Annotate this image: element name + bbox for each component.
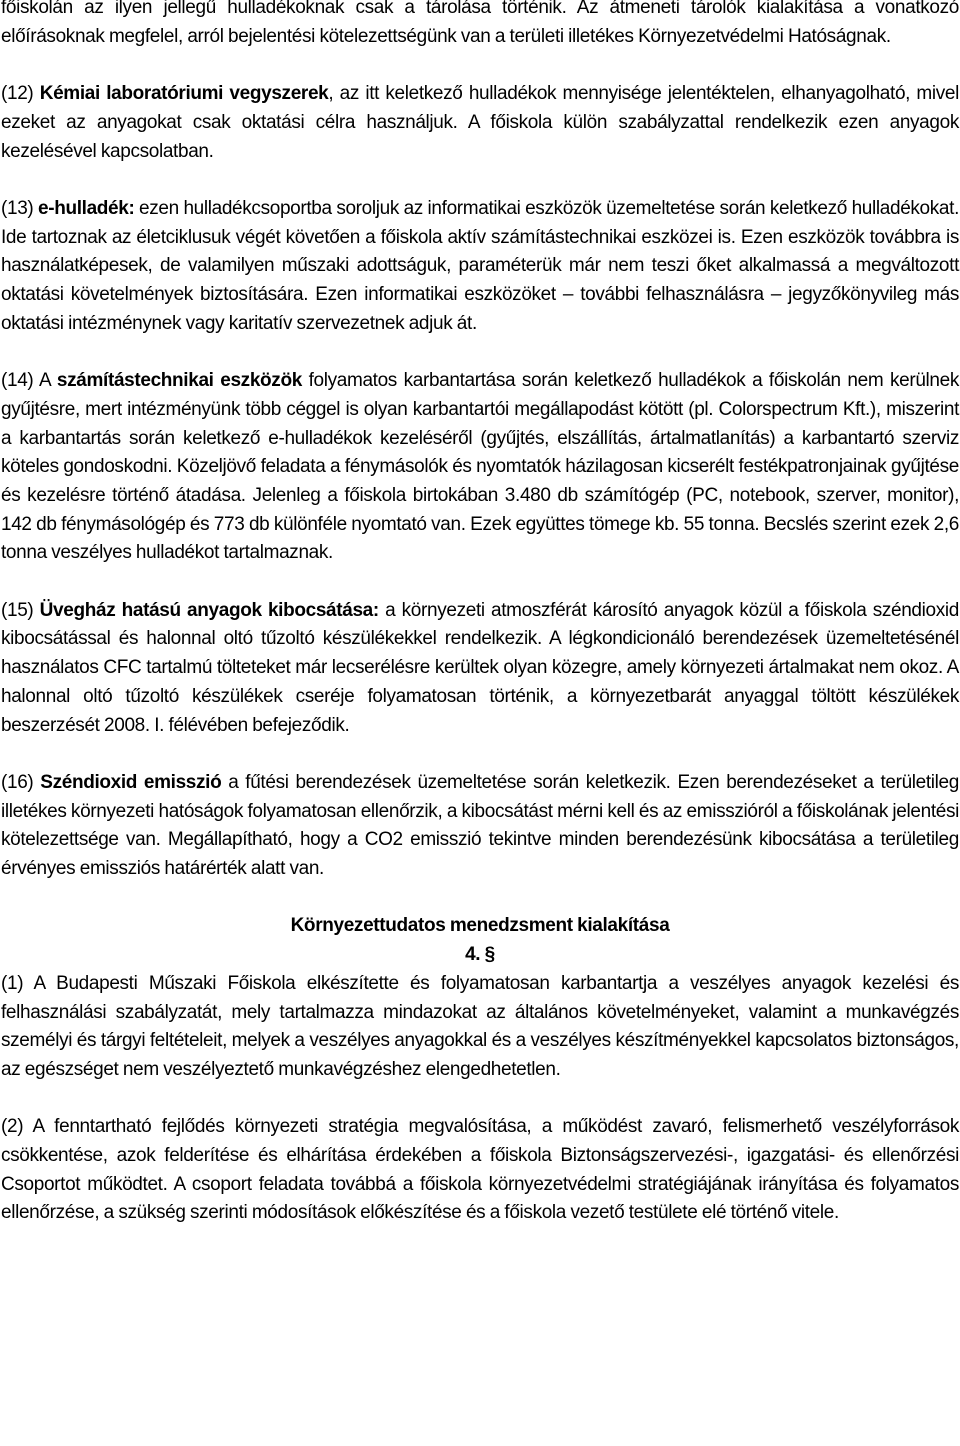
section-4-paragraph-1: (1) A Budapesti Műszaki Főiskola elkészítette és folyamatosan karbantartja a veszélyes anyagok kezelési és felhasználási szabályzatát, mely tartalmazza mindazokat az általános követelményeket, valamint a munkavégzés személyi és tárgyi feltételeit, melyek a veszélyes anyagokkal és a veszélyes készítményekkel kapcsolatos biztonságos, az egészséget nem veszélyeztető munkavégzéshez elengedhetetlen. [1, 972, 959, 1080]
paragraph-gap [1, 568, 959, 597]
paragraph-gap [1, 51, 959, 80]
paragraph-13-term: e-hulladék: [38, 197, 135, 219]
paragraph-16-term: Széndioxid emisszió [40, 771, 222, 793]
paragraph-13-text: ezen hulladékcsoportba soroljuk az informatikai eszközök üzemeltetése során keletkező hulladékokat. Ide tartoznak az életciklusuk végét követően a főiskola aktív számítástechnikai eszközei is. Ezen eszközök továbbra is használatképesek, de valamilyen műszaki adottságuk, paraméterük már nem teszi őket alkalmassá a megváltozott oktatási követelmények biztosítására. Ezen informatikai eszközöket – további felhasználásra – jegyzőkönyvileg más oktatási intézménynek vagy karitatív szervezetnek adjuk át. [1, 197, 960, 334]
section-4-paragraph-2: (2) A fenntartható fejlődés környezeti stratégia megvalósítása, a működést zavaró, felismerhető veszélyforrások csökkentése, azok felderítése és elhárítása érdekében a főiskola Biztonságszervezési-, igazgatási- és ellenőrzési Csoportot működtet. A csoport feladata továbbá a főiskola környezetvédelmi stratégiájának irányítása és folyamatos ellenőrzése, a szükség szerinti módosítások előkészítése és a főiskola vezető testülete elé történő vitele. [1, 1116, 959, 1224]
paragraph-14-number: (14) A [1, 370, 57, 392]
paragraph-12-number: (12) [1, 83, 40, 105]
section-heading: Környezettudatos menedzsment kialakítása [290, 915, 670, 937]
paragraph-15 [1, 597, 959, 741]
paragraph-gap [1, 338, 959, 367]
section-number: 4. § [465, 944, 495, 966]
paragraph-16-text: a fűtési berendezések üzemeltetése során keletkezik. Ezen berendezéseket a területileg illetékes környezeti hatóságok folyamatosan ellenőrzik, a kibocsátást mérni kell és az emisszióról a főiskolának jelentési kötelezettsége van. Megállapítható, hogy a CO2 emisszió tekintve minden berendezésünk kibocsátása a területileg érvényes emissziós határérték alatt van. [1, 771, 959, 880]
paragraph-13-number: (13) [1, 197, 38, 219]
paragraph-gap [1, 166, 959, 195]
paragraph-14-text: folyamatos karbantartása során keletkező hulladékok a főiskolán nem kerülnek gyűjtésre, mert intézményünk több céggel is olyan karbantartói megállapodást kötött (pl. Colorspectrum Kft.), miszerint a karbantartás során keletkező e-hulladékok kezeléséről (gyűjtés, elszállítás, ártalmatlanítás) a karbantartó szerviz köteles gondoskodni. Közeljövő feladata a fénymásolók és nyomtatók házilagosan kicserélt festékpatronjainak gyűjtése és kezelésre történő átadása. Jelenleg a főiskola birtokában 3.480 db számítógép (PC, notebook, szerver, monitor), 142 db fénymásológép és 773 db különféle nyomtató van. Ezek együttes tömege kb. 55 tonna. Becslés szerint ezek 2,6 tonna veszélyes hulladékot tartalmaznak. [1, 370, 959, 564]
paragraph-16-number: (16) [1, 771, 41, 793]
paragraph-16 [1, 769, 959, 884]
paragraph-15-text: a környezeti atmoszférát károsító anyagok közül a főiskola széndioxid kibocsátással és halonnal oltó tűzoltó készülékekkel rendelkezik. A légkondicionáló berendezések üzemeltetésénél használatos CFC tartalmú tölteteket már lecserélésre kerültek olyan közegre, amely környezeti ártalmakat nem okoz. A halonnal oltó tűzoltó készülékek cseréje folyamatosan történik, a környezetbarát anyaggal töltött készülékek beszerzését 2008. I. félévében befejeződik. [1, 599, 959, 736]
paragraph-gap [1, 740, 959, 769]
paragraph-14-term: számítástechnikai eszközök [56, 370, 302, 392]
paragraph-12-text: , az itt keletkező hulladékok mennyisége jelentéktelen, elhanyagolható, mivel ezeket az anyagokat csak oktatási célra használjuk. A főiskola külön szabályzattal rendelkezik ezen anyagok kezelésével kapcsolatban. [1, 83, 959, 162]
paragraph-14 [1, 367, 959, 568]
paragraph-15-number: (15) [1, 599, 40, 621]
paragraph-gap [1, 884, 959, 913]
paragraph-12 [1, 80, 959, 166]
paragraph-13 [1, 195, 959, 339]
paragraph-continuation: főiskolán az ilyen jellegű hulladékoknak csak a tárolása történik. Az átmeneti tárolók kialakítása a vonatkozó előírásoknak megfelel, arról bejelentési kötelezettségünk van a területi illetékes Környezetvédelmi Hatóságnak. [1, 0, 959, 47]
paragraph-gap [1, 1085, 959, 1114]
paragraph-12-term: Kémiai laboratóriumi vegyszerek [39, 83, 329, 105]
paragraph-15-term: Üvegház hatású anyagok kibocsátása: [39, 599, 379, 621]
